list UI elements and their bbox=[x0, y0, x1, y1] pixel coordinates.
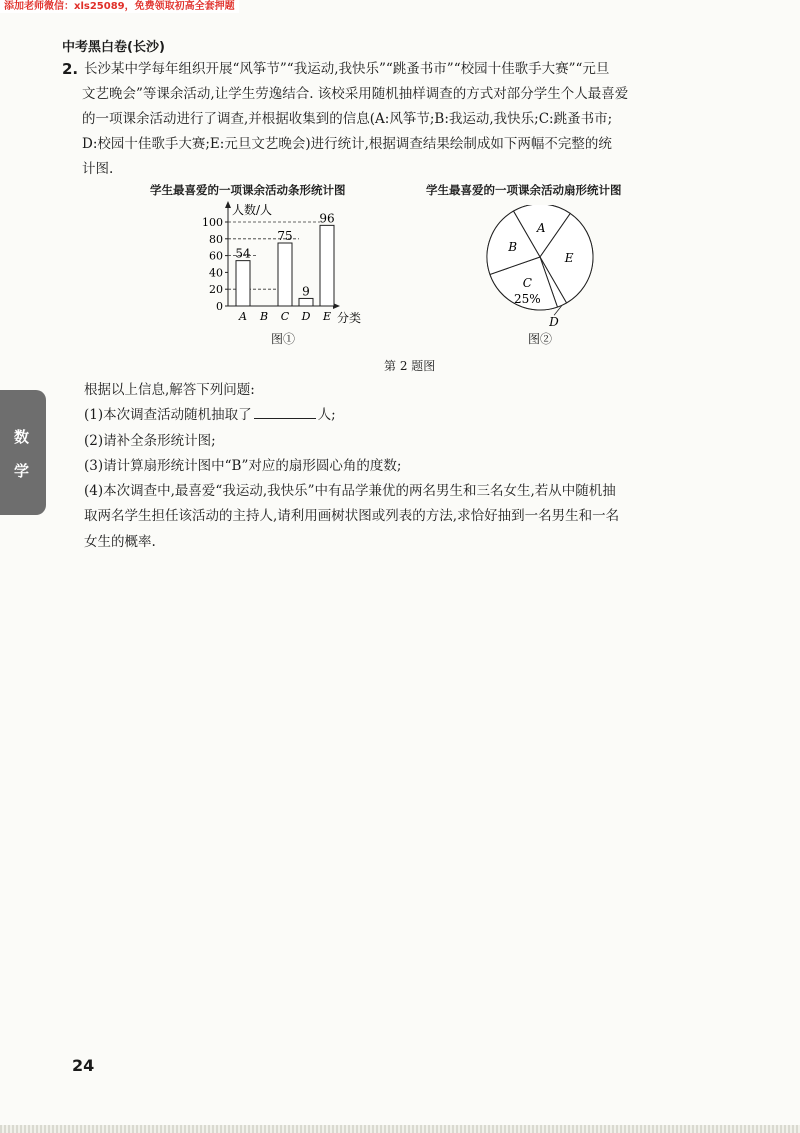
bar bbox=[236, 261, 250, 306]
figure-caption: 第 2 题图 bbox=[384, 359, 436, 373]
subject-side-tab bbox=[0, 390, 46, 515]
pie-chart-title: 学生最喜爱的一项课余活动扇形统计图 bbox=[426, 183, 622, 197]
pie-slice-label: B bbox=[508, 239, 518, 254]
bar-chart-title: 学生最喜爱的一项课余活动条形统计图 bbox=[150, 183, 346, 197]
y-tick-label: 80 bbox=[209, 232, 223, 246]
question-line: 文艺晚会”等课余活动,让学生劳逸结合. 该校采用随机抽样调查的方式对部分学生个人最喜爱 bbox=[82, 86, 629, 102]
watermark-banner: 添加老师微信：xls25089，免费领取初高全套押题 bbox=[0, 0, 239, 13]
bottom-edge-strip bbox=[0, 1125, 800, 1133]
x-tick-label: C bbox=[280, 310, 290, 323]
pie-slice-label: C bbox=[522, 276, 532, 291]
page-header-title: 中考黑白卷(长沙) bbox=[62, 40, 165, 55]
x-tick-label: D bbox=[301, 310, 311, 323]
x-tick-label: E bbox=[322, 310, 332, 323]
y-tick-label: 100 bbox=[202, 216, 223, 229]
question-line: D:校园十佳歌手大赛;E:元旦文艺晚会)进行统计,根据调查结果绘制成如下两幅不完整的统 bbox=[82, 136, 612, 152]
task-4-line: 取两名学生担任该活动的主持人,请利用画树状图或列表的方法,求恰好抽到一名男生和一名 bbox=[84, 508, 620, 525]
side-tab-char: 学 bbox=[14, 462, 30, 480]
bar-value-label: 54 bbox=[235, 246, 251, 261]
y-tick-label: 20 bbox=[209, 283, 223, 297]
question-number: 2. bbox=[62, 60, 79, 78]
question-line: 长沙某中学每年组织开展“风筝节”“我运动,我快乐”“跳蚤书市”“校园十佳歌手大赛”“元旦 bbox=[84, 61, 610, 77]
bar-chart-caption: 图① bbox=[271, 332, 296, 346]
x-axis-label: 分类 bbox=[337, 311, 362, 325]
task-2: (2)请补全条形统计图; bbox=[84, 432, 216, 449]
question-line: 计图. bbox=[82, 161, 114, 177]
y-axis-arrow bbox=[225, 201, 231, 208]
bar bbox=[320, 225, 334, 306]
pie-chart bbox=[480, 205, 610, 330]
task-1-suffix: 人; bbox=[317, 407, 336, 424]
pie-slice-label: D bbox=[549, 315, 559, 330]
bar bbox=[299, 298, 313, 306]
task-3: (3)请计算扇形统计图中“B”对应的扇形圆心角的度数; bbox=[84, 457, 402, 474]
pie-slice-annotation: 25% bbox=[513, 292, 541, 307]
bar-value-label: 96 bbox=[319, 211, 335, 226]
bar-value-label: 75 bbox=[277, 229, 293, 243]
task-intro: 根据以上信息,解答下列问题: bbox=[84, 382, 255, 398]
y-tick-label: 60 bbox=[209, 249, 223, 263]
task-4-line: (4)本次调查中,最喜爱“我运动,我快乐”中有品学兼优的两名男生和三名女生,若从中随机抽 bbox=[84, 483, 616, 500]
pie-chart-caption: 图② bbox=[528, 332, 553, 346]
x-tick-label: B bbox=[259, 310, 269, 323]
task-4-line: 女生的概率. bbox=[84, 533, 156, 550]
task-1-text: (1)本次调查活动随机抽取了 bbox=[84, 407, 252, 424]
task-list bbox=[84, 378, 744, 555]
y-axis-label: 人数/人 bbox=[232, 203, 273, 217]
bar-value-label: 9 bbox=[302, 284, 310, 299]
side-tab-char: 数 bbox=[14, 428, 30, 446]
bar bbox=[278, 243, 292, 306]
question-stem bbox=[84, 57, 734, 182]
bar-chart bbox=[195, 198, 375, 330]
answer-blank bbox=[254, 404, 316, 419]
page-number: 24 bbox=[72, 1056, 95, 1075]
pie-slice-label: E bbox=[564, 251, 574, 266]
x-tick-label: A bbox=[239, 310, 247, 323]
question-line: 的一项课余活动进行了调查,并根据收集到的信息(A:风筝节;B:我运动,我快乐;C:跳蚤书市; bbox=[82, 111, 613, 127]
y-tick-label: 40 bbox=[209, 266, 223, 280]
y-tick-label: 0 bbox=[216, 300, 223, 313]
pie-slice-label: A bbox=[536, 220, 546, 235]
task-1 bbox=[84, 403, 744, 428]
